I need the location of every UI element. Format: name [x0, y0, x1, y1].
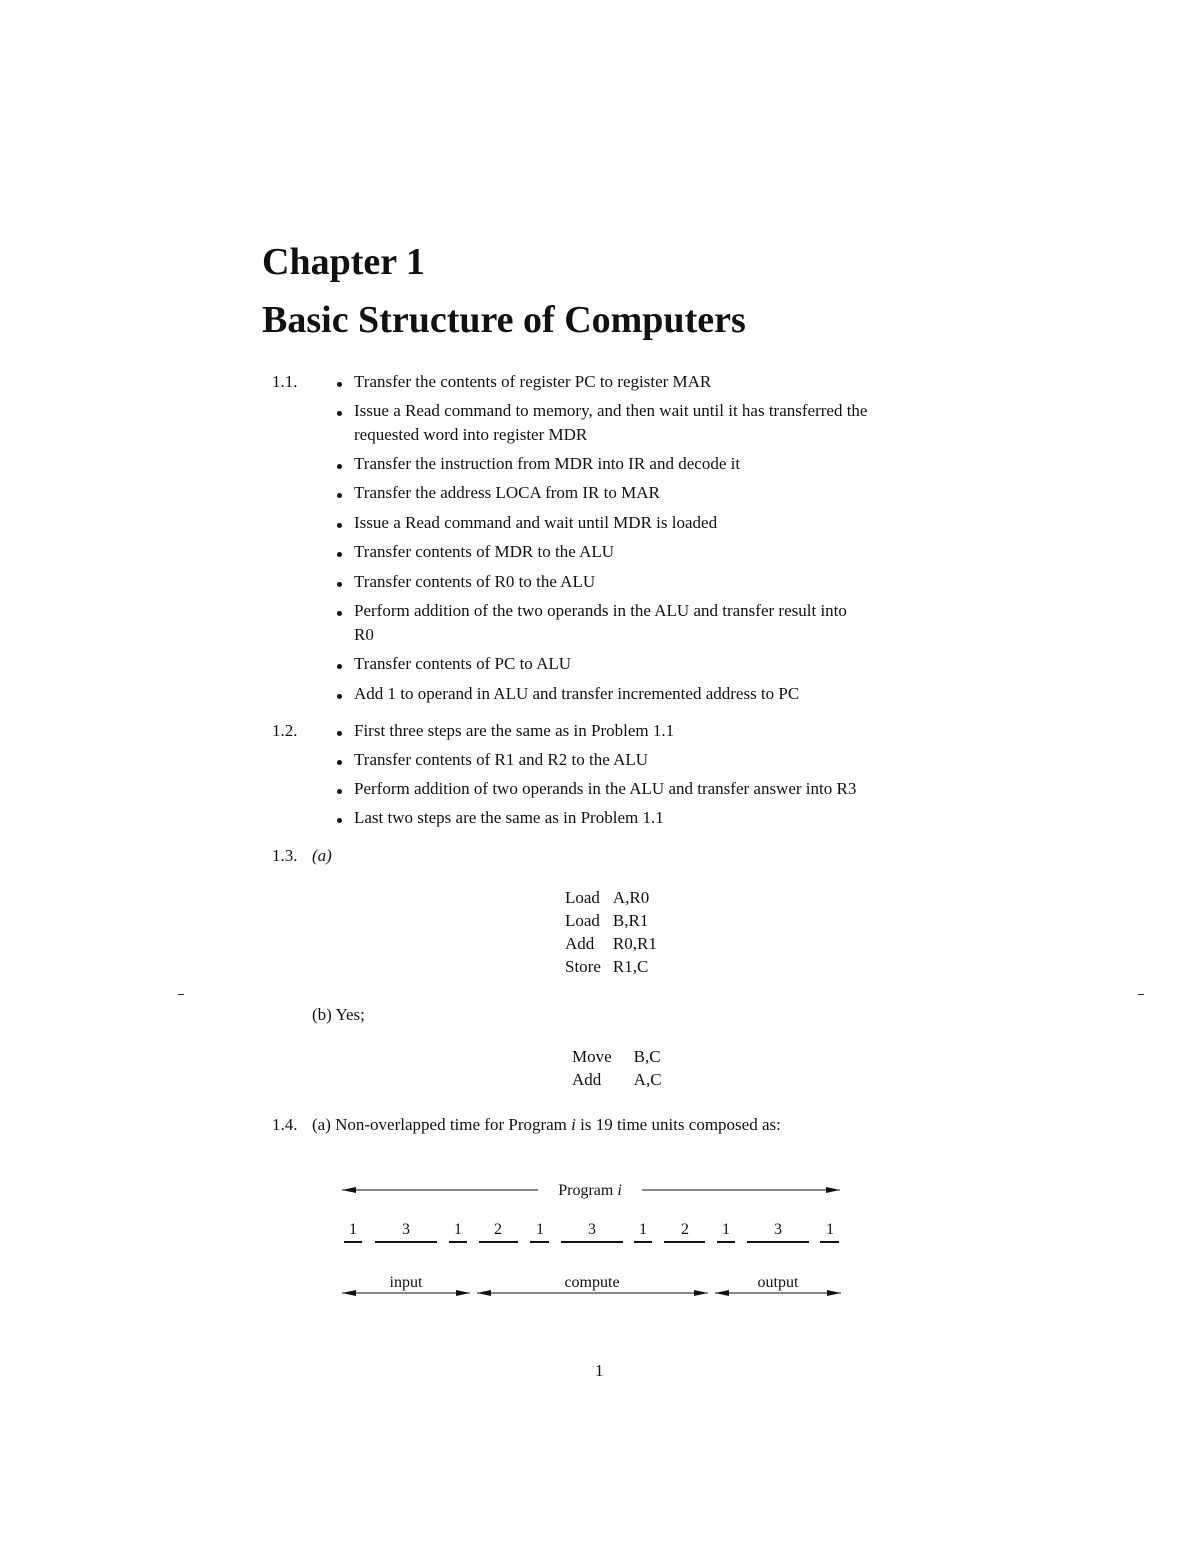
problem-1-3-part-a: (a) [312, 846, 332, 865]
list-item: Last two steps are the same as in Problem 1.1 [354, 808, 664, 827]
operands: R1,C [612, 957, 649, 976]
code-line [565, 955, 669, 978]
opcode: Store [565, 957, 601, 976]
problem-1-3-part-b: (b) Yes; [312, 1005, 365, 1024]
problem-number-1-4: 1.4. [272, 1115, 298, 1134]
operands: A,R0 [612, 888, 650, 907]
operands: A,C [633, 1070, 662, 1089]
opcode: Load [565, 888, 600, 907]
problem-number-1-1: 1.1. [272, 372, 298, 391]
timing-diagram [330, 1170, 860, 1310]
problem-1-4-text [312, 1115, 781, 1135]
list-item: Transfer the contents of register PC to register MAR [354, 372, 712, 391]
list-item: Perform addition of the two operands in the ALU and transfer result into [354, 601, 847, 620]
operands: B,R1 [612, 911, 649, 930]
chapter-number: Chapter 1 [262, 241, 425, 283]
segment-label: 1 [826, 1221, 834, 1238]
list-item: Perform addition of two operands in the ALU and transfer answer into R3 [354, 779, 857, 798]
list-item: Issue a Read command and wait until MDR is loaded [354, 513, 718, 532]
problem-1-4-text-pre: (a) Non-overlapped time for Program [312, 1115, 572, 1134]
operands: B,C [633, 1047, 661, 1066]
list-item: Transfer the address LOCA from IR to MAR [354, 483, 660, 502]
margin-mark-left [178, 994, 184, 995]
code-block-b [572, 1045, 674, 1091]
list-item: Transfer contents of MDR to the ALU [354, 542, 615, 561]
operands: R0,R1 [612, 934, 657, 953]
list-item: Transfer contents of PC to ALU [354, 654, 572, 673]
problem-1-4-text-post: is 19 time units composed as: [575, 1115, 781, 1134]
problem-number-1-2: 1.2. [272, 721, 298, 740]
list-item-continuation: R0 [354, 625, 374, 644]
segment-label: 1 [722, 1221, 730, 1238]
list-item: First three steps are the same as in Problem 1.1 [354, 721, 675, 740]
code-line [565, 932, 669, 955]
list-item: Transfer contents of R0 to the ALU [354, 572, 596, 591]
code-block-a [565, 886, 669, 978]
margin-mark-right [1138, 994, 1144, 995]
segment-label: 2 [681, 1221, 689, 1238]
segment-label: 3 [774, 1221, 782, 1238]
code-line [572, 1068, 674, 1091]
list-item: Transfer contents of R1 and R2 to the ALU [354, 750, 649, 769]
segment-label: 1 [349, 1221, 357, 1238]
opcode: Move [572, 1047, 612, 1066]
list-item: Issue a Read command to memory, and then wait until it has transferred the [354, 401, 868, 420]
segment-label: 1 [536, 1221, 544, 1238]
segment-label: 1 [639, 1221, 647, 1238]
chapter-title: Basic Structure of Computers [262, 299, 746, 341]
segment-label: 3 [588, 1221, 596, 1238]
phase-label-compute: compute [564, 1274, 620, 1291]
segment-label: 2 [494, 1221, 502, 1238]
list-item: Add 1 to operand in ALU and transfer incremented address to PC [354, 684, 800, 703]
page-number: 1 [595, 1361, 604, 1380]
code-line [565, 909, 669, 932]
list-item: Transfer the instruction from MDR into IR and decode it [354, 454, 741, 473]
list-item-continuation: requested word into register MDR [354, 425, 588, 444]
code-line [572, 1045, 674, 1068]
opcode: Add [565, 934, 595, 953]
segment-label: 1 [454, 1221, 462, 1238]
phase-label-output: output [757, 1274, 799, 1291]
program-label: Program i [558, 1182, 622, 1199]
opcode: Add [572, 1070, 602, 1089]
problem-1-4-variable: i [571, 1115, 576, 1134]
phase-label-input: input [389, 1274, 423, 1291]
code-line [565, 886, 669, 909]
problem-number-1-3: 1.3. [272, 846, 298, 865]
segment-label: 3 [402, 1221, 410, 1238]
opcode: Load [565, 911, 600, 930]
segments [344, 1221, 839, 1242]
